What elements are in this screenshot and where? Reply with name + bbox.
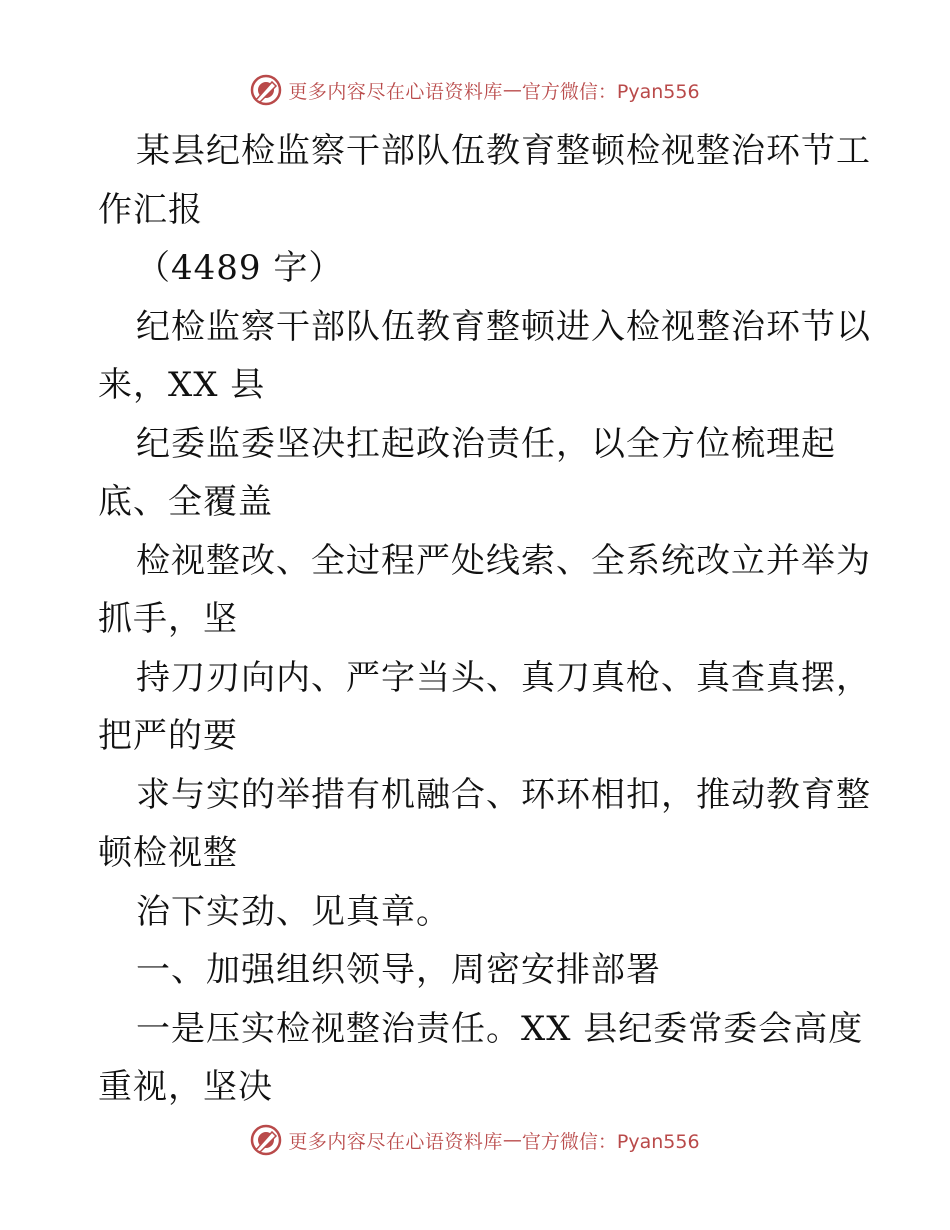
doc-line: 求与实的举措有机融合、环环相扣，推动教育整 <box>136 774 871 815</box>
doc-line: 把严的要 <box>98 716 238 756</box>
doc-line: 持刀刃向内、严字当头、真刀真枪、真查真摆， <box>136 657 871 698</box>
doc-line: 顿检视整 <box>98 833 238 873</box>
doc-line: 某县纪检监察干部队伍教育整顿检视整治环节工 <box>136 131 871 171</box>
doc-line: 纪委监委坚决扛起政治责任，以全方位梳理起 <box>136 423 836 464</box>
watermark-wechat-text: 官方微信：Pyan556 <box>521 80 700 103</box>
doc-line: 抓手，坚 <box>98 599 238 639</box>
doc-line: 治下实劲、见真章。 <box>136 891 451 932</box>
doc-line: 来，XX 县 <box>98 365 266 405</box>
doc-line: （4489 字） <box>136 248 344 288</box>
section-heading: 一、加强组织领导，周密安排部署 <box>136 950 661 990</box>
doc-line: 一是压实检视整治责任。XX 县纪委常委会高度 <box>136 1008 864 1049</box>
doc-line: 纪检监察干部队伍教育整顿进入检视整治环节以 <box>136 306 871 347</box>
pen-logo-icon <box>250 1124 282 1156</box>
footer-watermark <box>0 1120 950 1160</box>
header-watermark <box>0 70 950 110</box>
watermark-wechat-text: 官方微信：Pyan556 <box>521 1130 700 1153</box>
watermark-separator: — <box>502 1129 522 1151</box>
watermark-site-text: 更多内容尽在心语资料库 <box>288 1130 503 1153</box>
doc-line: 重视，坚决 <box>98 1067 273 1107</box>
document-body <box>98 122 871 1117</box>
doc-line: 作汇报 <box>98 189 203 230</box>
doc-line: 底、全覆盖 <box>98 482 273 522</box>
watermark-site-text: 更多内容尽在心语资料库 <box>288 80 503 103</box>
pen-logo-icon <box>250 74 282 106</box>
doc-line: 检视整改、全过程严处线索、全系统改立并举为 <box>136 540 871 581</box>
watermark-separator: — <box>502 79 522 101</box>
